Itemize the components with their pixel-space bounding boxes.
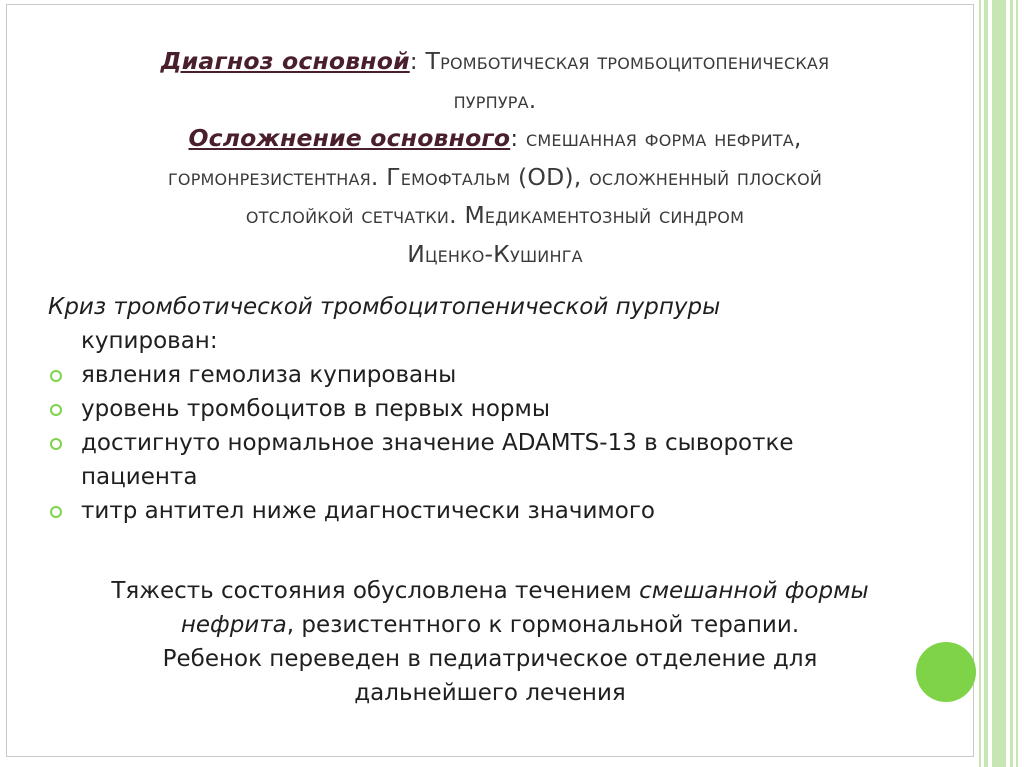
list-item [48,392,898,426]
bullet-icon [50,506,62,518]
summary-block [60,574,920,710]
list-item-text-cont: пациента [81,464,198,490]
summary-line-4: дальнейшего лечения [354,680,626,706]
summary-emphasis: нефрита [180,612,287,638]
decor-stripe [1010,0,1013,767]
crisis-intro-cont: купирован: [81,328,218,354]
summary-emphasis: смешанной формы [639,578,869,604]
summary-text: , резистентного к гормональной терапии. [286,612,800,638]
summary-text: Тяжесть состояния обусловлена течением [111,578,640,604]
decor-stripe [984,0,988,767]
complication-label: Осложнение основного [188,124,511,152]
decor-circle [916,642,976,702]
complication-line-1 [60,119,930,158]
crisis-list [48,358,898,528]
list-item [48,426,898,494]
list-item-text: достигнуто нормальное значение ADAMTS-13 в сыворотке [81,430,794,456]
main-diagnosis-text: Тромботическая тромбоцитопеническая [425,47,830,75]
decor-stripe [1016,0,1018,767]
main-diagnosis-label: Диагноз основной [160,47,410,75]
bullet-icon [50,370,62,382]
decor-stripe [992,0,1006,767]
complication-text: смешанная форма нефрита, [526,124,802,152]
complication-line-4: Иценко-Кушинга [407,239,583,268]
list-item-text: титр антител ниже диагностически значимого [81,498,656,524]
list-item [48,358,898,392]
summary-line-2 [60,608,920,642]
list-item-text: уровень тромбоцитов в первых нормы [81,396,551,422]
main-diagnosis-sep: : [409,47,426,75]
list-item-text: явления гемолиза купированы [81,362,457,388]
complication-sep: : [510,124,527,152]
bullet-icon [50,438,62,450]
complication-line-3: отслойкой сетчатки. Медикаментозный синдром [245,201,745,229]
crisis-block [48,290,898,528]
list-item [48,494,898,528]
decor-stripe [979,0,981,767]
diagnosis-block [60,42,930,273]
summary-line-3: Ребенок переведен в педиатрическое отделение для [162,646,818,672]
bullet-icon [50,404,62,416]
complication-line-2: гормонрезистентная. Гемофтальм (OD), осложненный плоской [167,162,823,191]
main-diagnosis-line-2: пурпура. [453,85,537,114]
crisis-intro: Криз тромботической тромбоцитопенической пурпуры [48,294,721,320]
main-diagnosis-line-1 [60,42,930,81]
summary-line-1 [60,574,920,608]
